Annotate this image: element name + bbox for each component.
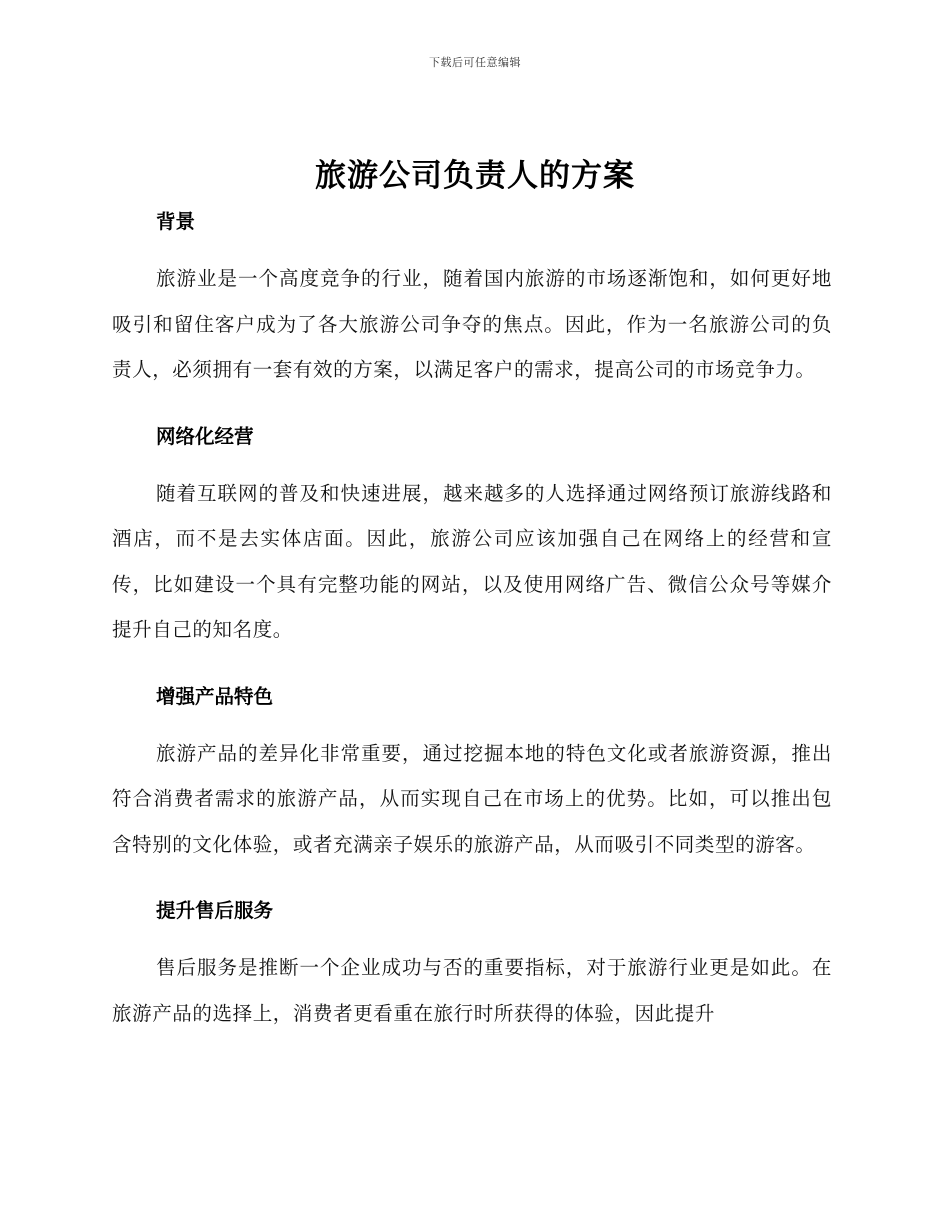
section-heading-online-operation: 网络化经营 [156, 424, 254, 448]
section-heading-product-features: 增强产品特色 [156, 684, 274, 708]
section-heading-after-sales: 提升售后服务 [156, 899, 274, 922]
section-paragraph-online-operation: 随着互联网的普及和快速进展，越来越多的人选择通过网络预订旅游线路和酒店，而不是去实体店面。因此，旅游公司应该加强自己在网络上的经营和宣传，比如建设一个具有完整功能的网站，以及使用网络广告、微信公众号等媒介提升自己的知名度。 [112, 481, 832, 641]
section-heading-background: 背景 [156, 210, 196, 233]
document-body [112, 204, 832, 1062]
section-paragraph-after-sales: 售后服务是推断一个企业成功与否的重要指标，对于旅游行业更是如此。在旅游产品的选择上，消费者更看重在旅行时所获得的体验，因此提升 [112, 956, 832, 1025]
document-title: 旅游公司负责人的方案 [315, 158, 635, 194]
section-paragraph-product-features: 旅游产品的差异化非常重要，通过挖掘本地的特色文化或者旅游资源，推出符合消费者需求的旅游产品，从而实现自己在市场上的优势。比如，可以推出包含特别的文化体验，或者充满亲子娱乐的旅游产品，从而吸引不同类型的游客。 [112, 741, 832, 856]
header-note: 下载后可任意编辑 [429, 56, 521, 69]
section-paragraph-background: 旅游业是一个高度竞争的行业，随着国内旅游的市场逐渐饱和，如何更好地吸引和留住客户成为了各大旅游公司争夺的焦点。因此，作为一名旅游公司的负责人，必须拥有一套有效的方案，以满足客户的需求，提高公司的市场竞争力。 [112, 267, 832, 381]
